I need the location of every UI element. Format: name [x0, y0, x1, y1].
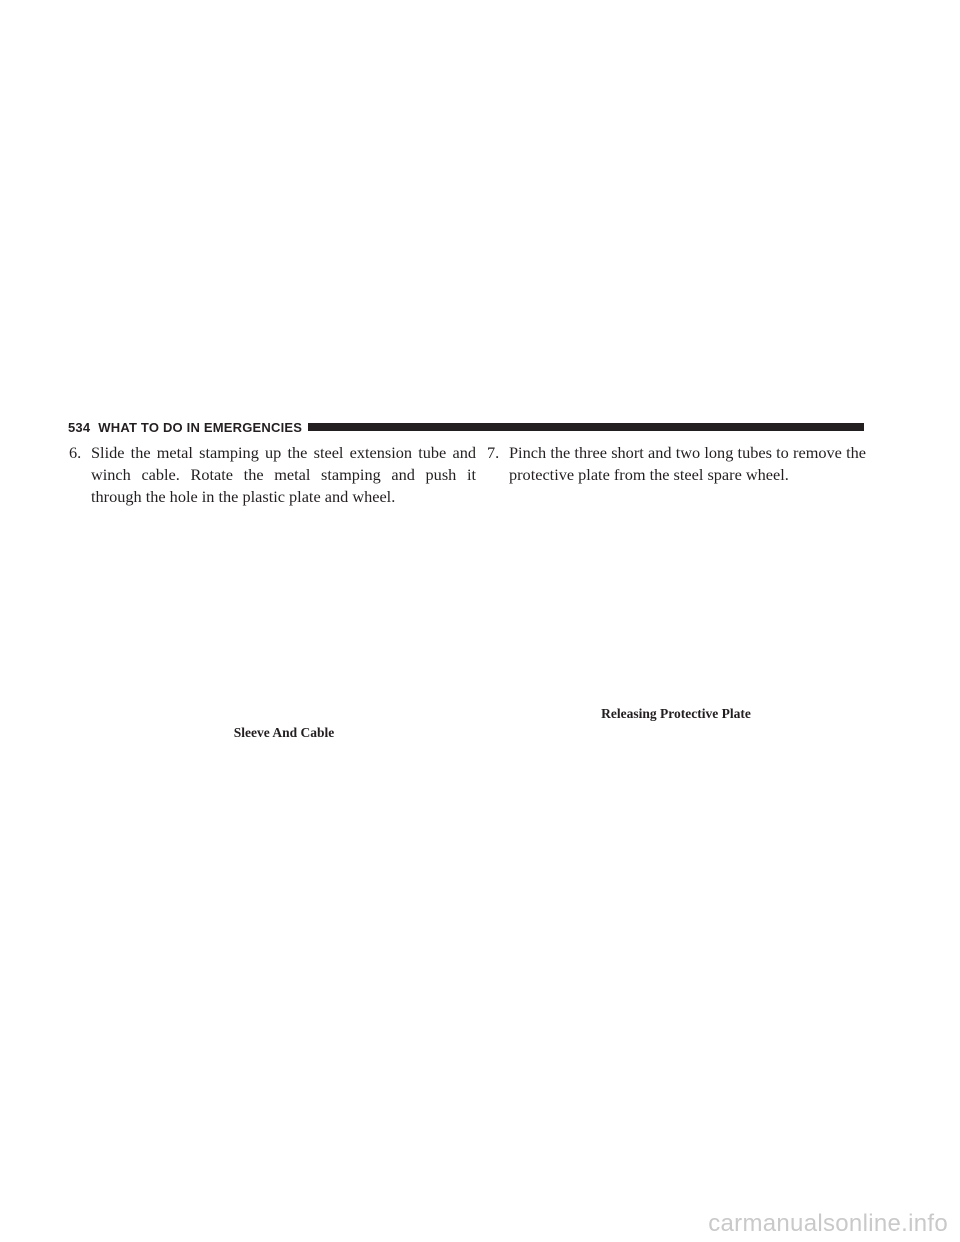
- left-column: [68, 442, 476, 508]
- figure-caption-releasing-protective-plate: Releasing Protective Plate: [601, 706, 751, 721]
- step-text: Pinch the three short and two long tubes to remove the protective plate from the steel spare wheel.: [509, 443, 866, 484]
- step-text: Slide the metal stamping up the steel extension tube and winch cable. Rotate the metal stamping and push it through the hole in the plastic plate and wheel.: [91, 443, 476, 506]
- step-7: [486, 442, 866, 486]
- watermark: carmanualsonline.info: [708, 1210, 948, 1237]
- step-number: 6.: [69, 443, 82, 462]
- releasing-protective-plate-figure: [486, 502, 866, 698]
- page-number: 534: [68, 419, 91, 435]
- step-6: [68, 442, 476, 508]
- sleeve-and-cable-figure: [68, 502, 476, 720]
- page-header: [68, 419, 864, 435]
- right-column: [486, 442, 866, 486]
- section-title: WHAT TO DO IN EMERGENCIES: [98, 419, 303, 435]
- figure-caption-sleeve-and-cable: Sleeve And Cable: [233, 725, 335, 740]
- header-rule: [308, 423, 864, 431]
- step-number: 7.: [487, 443, 500, 462]
